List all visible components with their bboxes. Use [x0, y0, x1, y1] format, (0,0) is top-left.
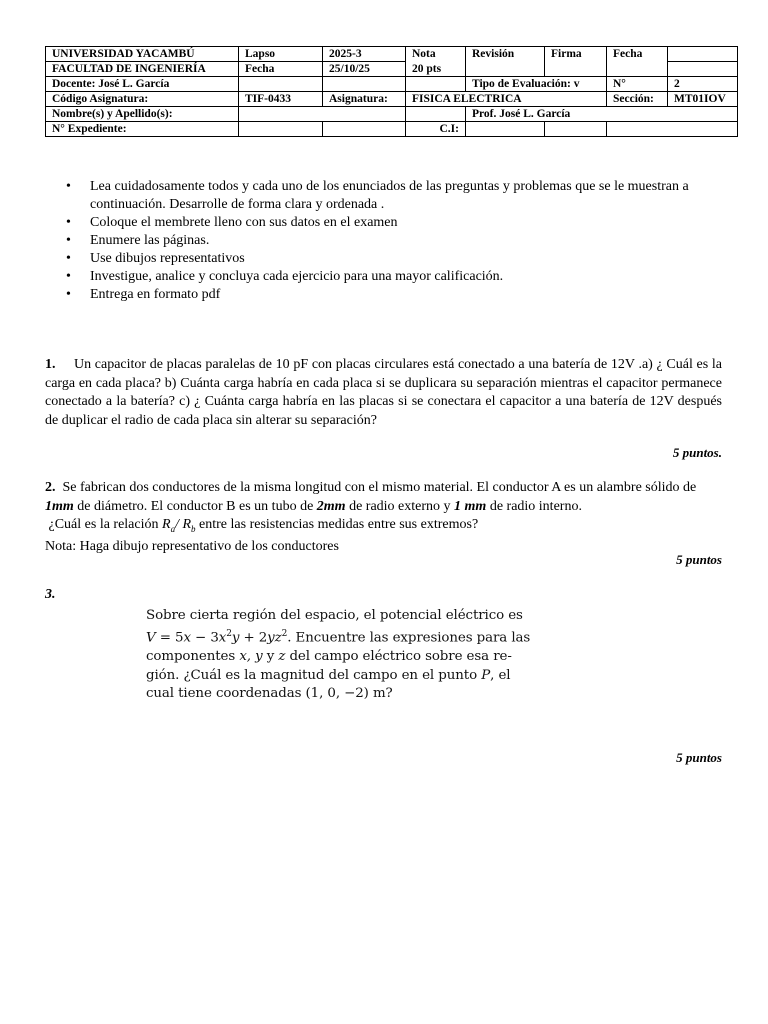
q2-text-5: ¿Cuál es la relación [48, 517, 159, 532]
seccion-label: Sección: [607, 92, 668, 107]
faculty-name: FACULTAD DE INGENIERÍA [46, 62, 239, 77]
blank-cell [668, 62, 738, 77]
asignatura-value: FISICA ELECTRICA [406, 92, 607, 107]
codigo-value: TIF-0433 [239, 92, 323, 107]
ci-label: C.I: [406, 122, 466, 137]
q2-text-6: entre las resistencias medidas entre sus extremos? [199, 517, 479, 532]
codigo-label: Código Asignatura: [46, 92, 239, 107]
instruction-item: • Investigue, analice y concluya cada ejercicio para una mayor calificación. [90, 268, 730, 286]
blank-cell [323, 122, 406, 137]
question-2-number: 2. [45, 480, 56, 495]
q3-line-3: componentes x, y y z del campo eléctrico sobre esa re- [146, 649, 512, 665]
q3-line-2: $V = 5x - 3x^2y + 2yz^2$. Encuentre las expresiones para las [146, 629, 531, 646]
profesor: Prof. José L. García [466, 107, 738, 122]
university-name: UNIVERSIDAD YACAMBÚ [46, 47, 239, 62]
asignatura-label: Asignatura: [323, 92, 406, 107]
instruction-item: • Entrega en formato pdf [90, 286, 730, 304]
q2-note: Nota: Haga dibujo representativo de los conductores [45, 539, 339, 555]
q2-dimension-3: 1 mm [454, 498, 487, 514]
resistance-ratio: $R_a/$ $R_b$ [162, 517, 196, 534]
ci-field[interactable] [466, 122, 545, 137]
q3-line-5: cual tiene coordenadas (1, 0, −2) m? [146, 686, 393, 702]
question-3-points: 5 puntos [676, 750, 722, 765]
question-3-number: 3. [45, 587, 56, 602]
q3-line-4: gión. ¿Cuál es la magnitud del campo en el punto P, el [146, 667, 511, 683]
question-1-text: Un capacitor de placas paralelas de 10 pF con placas circulares está conectado a una batería de 12V .a) ¿ Cuál es la carga en cada placa? b) Cuánta carga habría en cada placa si se duplicara su separación mientras el capacitor permanece conectado a la batería? c) ¿ Cuánta carga habría en las placas si se conectara el capacitor a una batería de 12V después de duplicar el radio de cada placa sin alterar su separación? [45, 357, 723, 428]
question-1-number: 1. [45, 357, 56, 372]
instruction-item: • Lea cuidadosamente todos y cada uno de los enunciados de las preguntas y problemas que se le muestran a continuación. Desarrolle de forma clara y ordenada . [90, 178, 730, 214]
nota-label: Nota [406, 47, 466, 62]
question-1-points: 5 puntos. [672, 445, 722, 460]
revision-label: Revisión [466, 47, 545, 77]
numero-label: N° [607, 77, 668, 92]
fecha-label: Fecha [239, 62, 323, 77]
lapso-value: 2025-3 [323, 47, 406, 62]
seccion-value: MT01IOV [668, 92, 738, 107]
nombre-field[interactable] [239, 107, 406, 122]
expediente-field[interactable] [239, 122, 323, 137]
fecha-value: 25/10/25 [323, 62, 406, 77]
question-2 [45, 479, 722, 557]
blank-cell [239, 77, 323, 92]
question-2-points: 5 puntos [676, 552, 722, 567]
blank-cell [406, 107, 466, 122]
q2-text-1: Se fabrican dos conductores de la misma longitud con el mismo material. El conductor A es un alambre sólido de [62, 480, 697, 495]
instruction-item: • Use dibujos representativos [90, 250, 730, 268]
numero-value: 2 [668, 77, 738, 92]
tipo-evaluacion: Tipo de Evaluación: v [466, 77, 607, 92]
instruction-item: • Coloque el membrete lleno con sus datos en el examen [90, 214, 730, 232]
nota-value: 20 pts [406, 62, 466, 77]
q2-dimension-2: 2mm [316, 498, 346, 514]
blank-cell [668, 47, 738, 62]
blank-cell [406, 77, 466, 92]
fecha-revision-label: Fecha [607, 47, 668, 77]
instruction-item: • Enumere las páginas. [90, 232, 730, 250]
instructions-list [60, 178, 730, 304]
blank-cell [607, 122, 738, 137]
q2-dimension-1: 1mm [45, 498, 74, 514]
nombre-label: Nombre(s) y Apellido(s): [46, 107, 239, 122]
q2-text-4: de radio interno. [489, 498, 582, 514]
q2-text-3: de radio externo y [349, 498, 451, 514]
expediente-label: N° Expediente: [46, 122, 239, 137]
blank-cell [323, 77, 406, 92]
question-1 [45, 356, 722, 430]
firma-label: Firma [545, 47, 607, 77]
exam-header-table [45, 46, 738, 137]
docente: Docente: José L. García [46, 77, 239, 92]
q3-line-1: Sobre cierta región del espacio, el potencial eléctrico es [146, 608, 523, 623]
blank-cell [545, 122, 607, 137]
lapso-label: Lapso [239, 47, 323, 62]
question-3-scanned-text [146, 607, 531, 704]
q2-text-2: de diámetro. El conductor B es un tubo de [77, 498, 314, 514]
